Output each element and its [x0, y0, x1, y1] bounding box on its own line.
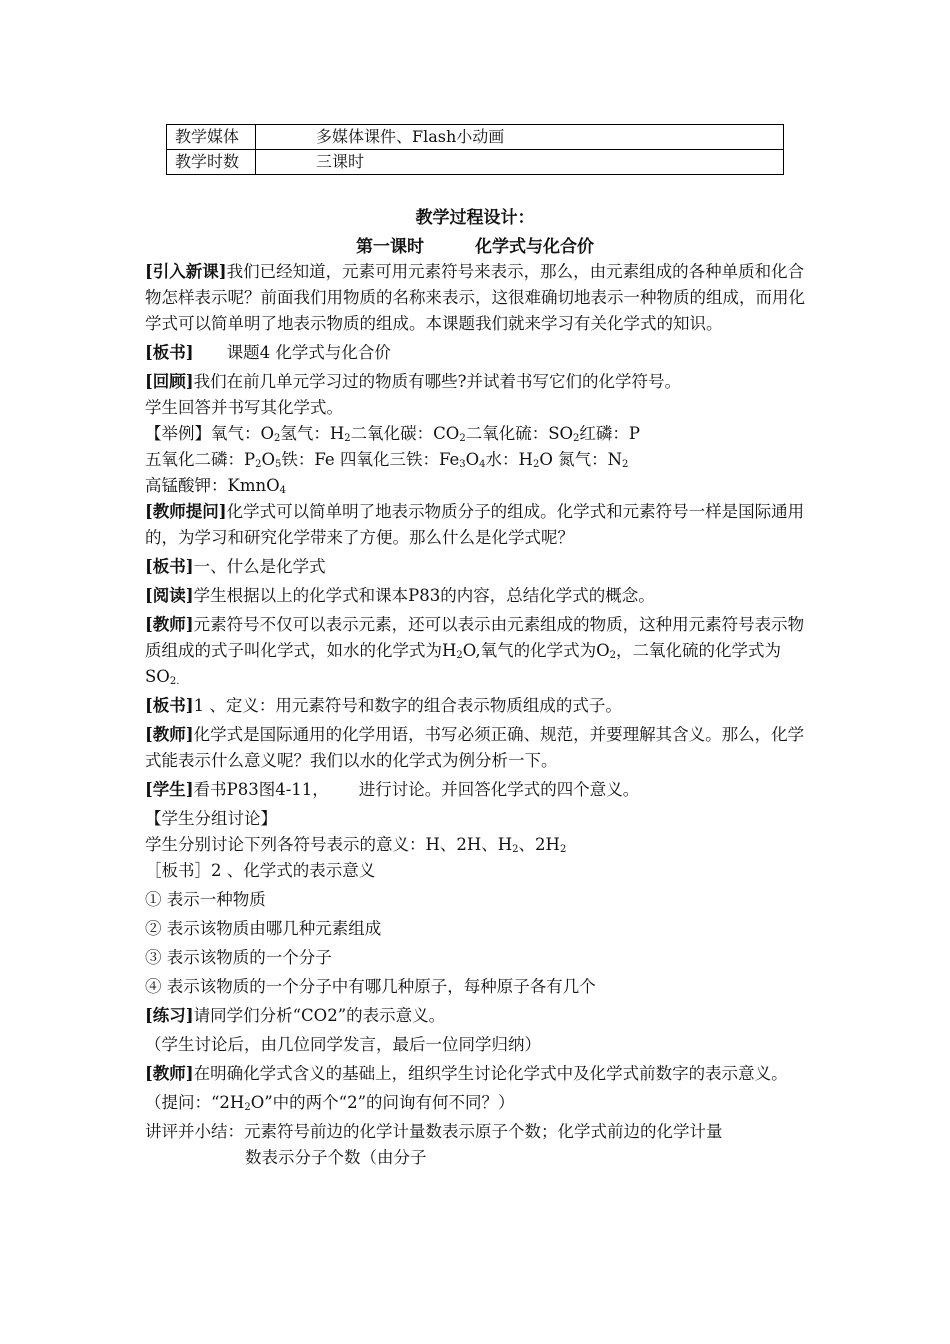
meaning-item-4: ④ 表示该物质的一个分子中有哪几种原子，每种原子各有几个: [145, 977, 596, 996]
board-note-3: [145, 693, 813, 719]
exercise-paragraph: [145, 1003, 813, 1029]
subscript: 2: [459, 433, 466, 444]
teacher-text: 化学式是国际通用的化学用语，书写必须正确、规范，并要理解其含义。那么，化学式能表示什么意义呢？我们以水的化学式为例分析一下。: [145, 725, 805, 770]
formula: 二氧化碳：CO: [350, 424, 460, 443]
student-paragraph: [145, 777, 813, 803]
board-text: 2 、化学式的表示意义: [211, 861, 376, 880]
formula: 二氧化硫：SO: [465, 424, 574, 443]
subscript: 2.: [169, 676, 180, 687]
teacher-question-paragraph: [145, 499, 813, 551]
board-text: 1 、定义：用元素符号和数字的组合表示物质组成的式子。: [193, 696, 622, 715]
board-note-4: [145, 858, 813, 884]
teacher-text: O,氧气的化学式为O: [462, 641, 610, 660]
teacher-paragraph-3: [145, 1061, 813, 1087]
table-value: 三课时: [256, 150, 784, 175]
reading-tag: [阅读]: [145, 586, 194, 605]
lesson-body: [145, 259, 813, 1171]
summary-line-1: 讲评并小结：元素符号前边的化学计量数表示原子个数；化学式前边的化学计量: [145, 1122, 723, 1141]
formula: 高锰酸钾：KmnO: [145, 476, 280, 495]
meaning-item-2: ② 表示该物质由哪几种元素组成: [145, 919, 382, 938]
intro-text: 我们已经知道，元素可用元素符号来表示，那么，由元素组成的各种单质和化合物怎样表示呢？前面我们用物质的名称来表示，这很难确切地表示一种物质的组成，而用化学式可以简单明了地表示物质的组成。本课题我们就来学习有关化学式的知识。: [145, 262, 805, 333]
subscript: 2: [456, 650, 463, 661]
subscript: 4: [279, 485, 287, 496]
examples-line-1: [145, 421, 813, 447]
board-note-2: [145, 554, 813, 580]
student-text: 看书P83图4-11， 进行讨论。并回答化学式的四个意义。: [193, 780, 640, 799]
subscript: 4: [479, 459, 486, 470]
exercise-text: 请同学们分析“CO2”的表示意义。: [193, 1006, 446, 1025]
board-tag: [板书]: [145, 696, 194, 715]
intro-paragraph: [145, 259, 813, 337]
formula: O: [465, 450, 480, 469]
formula: 氮气：N: [558, 450, 623, 469]
board-tag: ［板书］: [145, 861, 211, 880]
board-text: 课题4 化学式与化合价: [193, 343, 391, 362]
examples-line-3: [145, 473, 813, 499]
intro-tag: [引入新课]: [145, 262, 227, 281]
student-tag: [学生]: [145, 780, 194, 799]
discussion-note: （学生讨论后，由几位同学发言，最后一位同学归纳）: [145, 1035, 541, 1054]
formula: 水：H: [485, 450, 533, 469]
table-row: [167, 125, 784, 150]
formula: 氢气：H: [280, 424, 345, 443]
meaning-item-3: ③ 表示该物质的一个分子: [145, 948, 332, 967]
subscript: 2: [622, 459, 629, 470]
discussion-text: 学生分别讨论下列各符号表示的意义：H、2H、H: [145, 835, 513, 854]
teacher-question-text: 化学式可以简单明了地表示物质分子的组成。化学式和元素符号一样是国际通用的，为学习和研究化学带来了方便。那么什么是化学式呢？: [145, 502, 805, 547]
teacher-text: 元素符号不仅可以表示元素，还可以表示由元素组成的物质，这种用元素符号表示物质组成的式子叫化学式，如水的化学式为H: [145, 615, 805, 660]
table-row: [167, 150, 784, 175]
teacher-text: 在明确化学式含义的基础上，组织学生讨论化学式中及化学式前数字的表示意义。: [193, 1064, 788, 1083]
question-text: O”中的两个“2”的问询有何不同？）: [250, 1093, 515, 1112]
group-discussion-heading: 【学生分组讨论】: [145, 809, 277, 828]
teacher-tag: [教师]: [145, 1064, 194, 1083]
board-text: 一、什么是化学式: [193, 557, 326, 576]
section-heading: 教学过程设计：: [415, 208, 535, 228]
board-tag: [板书]: [145, 343, 194, 362]
review-paragraph: [145, 369, 813, 395]
table-value: 多媒体课件、Flash小动画: [256, 125, 784, 150]
teacher-question-tag: [教师提问]: [145, 502, 227, 521]
board-tag: [板书]: [145, 557, 194, 576]
subscript: 2: [512, 844, 519, 855]
formula: O: [539, 450, 553, 469]
subscript: 2: [609, 650, 616, 661]
question-paragraph: [145, 1090, 813, 1116]
examples-line-2: [145, 447, 813, 473]
formula: 红磷：P: [579, 424, 641, 443]
formula: 四氧化三铁：Fe: [339, 450, 460, 469]
teacher-paragraph-1: [145, 612, 813, 690]
formula: O: [261, 450, 276, 469]
review-text: 我们在前几单元学习过的物质有哪些?并试着书写它们的化学符号。: [193, 372, 681, 391]
meaning-item-1: ① 表示一种物质: [145, 890, 266, 909]
subscript: 2: [244, 1102, 251, 1113]
lesson-title: 第一课时 化学式与化合价: [356, 237, 594, 257]
subscript: 2: [559, 844, 567, 855]
subscript: 2: [255, 459, 262, 470]
question-text: （提问：“2H: [145, 1093, 245, 1112]
subscript: 5: [275, 459, 282, 470]
formula: 氧气：O: [211, 424, 275, 443]
teacher-text: ，二氧化硫的化学式为SO: [145, 641, 781, 686]
discussion-text: 、2H: [518, 835, 560, 854]
subscript: 3: [459, 459, 466, 470]
subscript: 2: [344, 433, 351, 444]
summary-line-2: 数表示分子个数（由分子: [245, 1148, 427, 1167]
example-tag: 【举例】: [145, 424, 211, 443]
group-discussion-text: [145, 832, 813, 858]
formula: 铁：Fe: [281, 450, 335, 469]
teacher-tag: [教师]: [145, 615, 194, 634]
subscript: 2: [573, 433, 580, 444]
reading-paragraph: [145, 583, 813, 609]
reading-text: 学生根据以上的化学式和课本P83的内容，总结化学式的概念。: [193, 586, 655, 605]
exercise-tag: [练习]: [145, 1006, 194, 1025]
review-tag: [回顾]: [145, 372, 194, 391]
student-answer: 学生回答并书写其化学式。: [145, 398, 343, 417]
board-note-1: [145, 340, 813, 366]
subscript: 2: [532, 459, 540, 470]
teacher-tag: [教师]: [145, 725, 194, 744]
table-key: 教学媒体: [167, 125, 256, 150]
teaching-info-table: [166, 124, 784, 175]
table-key: 教学时数: [167, 150, 256, 175]
formula: 五氧化二磷：P: [145, 450, 256, 469]
teacher-paragraph-2: [145, 722, 813, 774]
subscript: 2: [274, 433, 281, 444]
